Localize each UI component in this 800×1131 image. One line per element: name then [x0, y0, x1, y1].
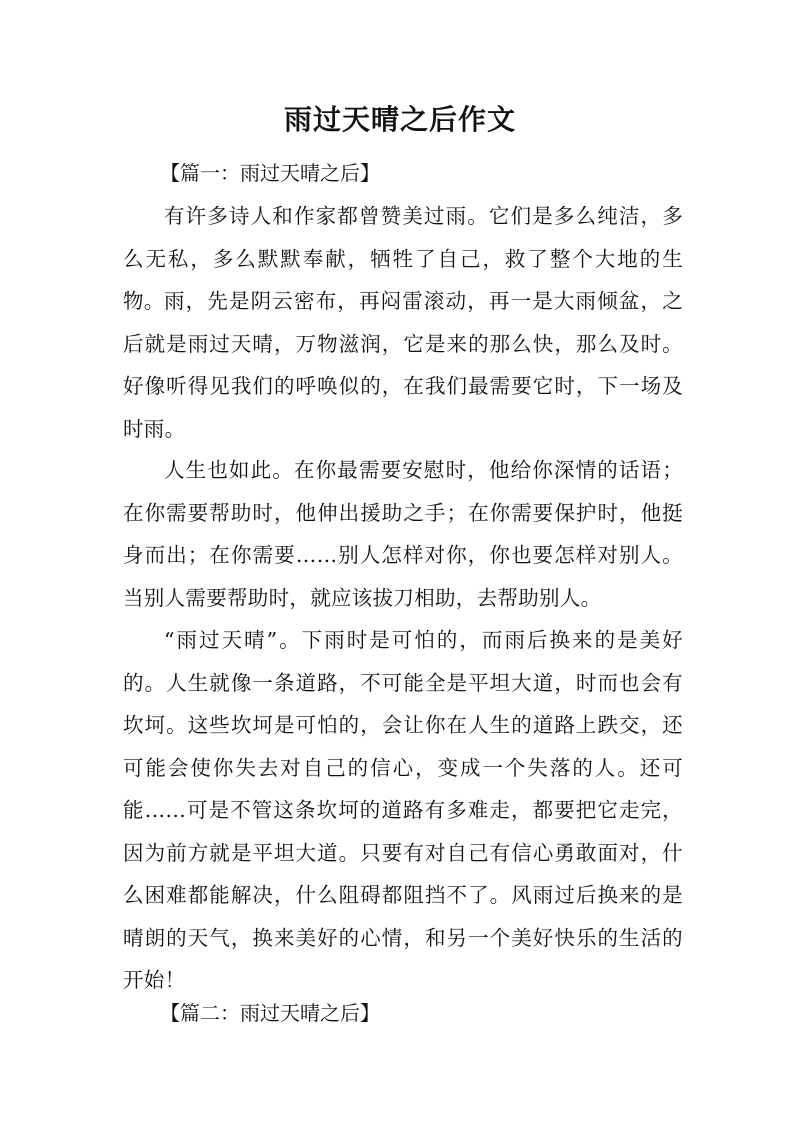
- paragraph-1: 有许多诗人和作家都曾赞美过雨。它们是多么纯洁，多么无私，多么默默奉献，牺牲了自己，救了整个大地的生物。: [123, 204, 683, 313]
- document-title: 雨过天晴之后作文: [283, 103, 516, 136]
- paragraph-2: 雨，先是阴云密布，再闷雷滚动，再一是大雨倾盆，之后就是雨过天晴，万物滋润，它是来的那么快，那么及时。好像听得见我们的呼唤似的，在我们最需要它时，下一场及时雨。: [123, 289, 683, 441]
- paragraph-4: “雨过天晴”。下雨时是可怕的，而雨后换来的是美好的。人生就像一条道路，不可能全是平坦大道，时而也会有坎坷。这些坎坷是可怕的，会让你在人生的道路上跌交，还可能会使你失去对自己的信心，变成一个失落的人。还可能……可是不管这条坎坷的道路有多难走，都要把它走完，因为前方就是平坦大道。只要有对自己有信心勇敢面对，什么困难都能解决，什么阻碍都阻挡不了。风雨过后换来的是晴朗的天气，换来美好的心情，和另一个美好快乐的生活的开始！: [123, 628, 683, 992]
- section-heading-2: 【篇二：雨过天晴之后】: [160, 1001, 380, 1025]
- section-heading-1: 【篇一：雨过天晴之后】: [160, 161, 380, 185]
- paragraph-3: 人生也如此。在你最需要安慰时，他给你深情的话语；在你需要帮助时，他伸出援助之手；在你需要保护时，他挺身而出；在你需要……别人怎样对你，你也要怎样对别人。当别人需要帮助时，就应该拔刀相助，去帮助别人。: [123, 458, 683, 610]
